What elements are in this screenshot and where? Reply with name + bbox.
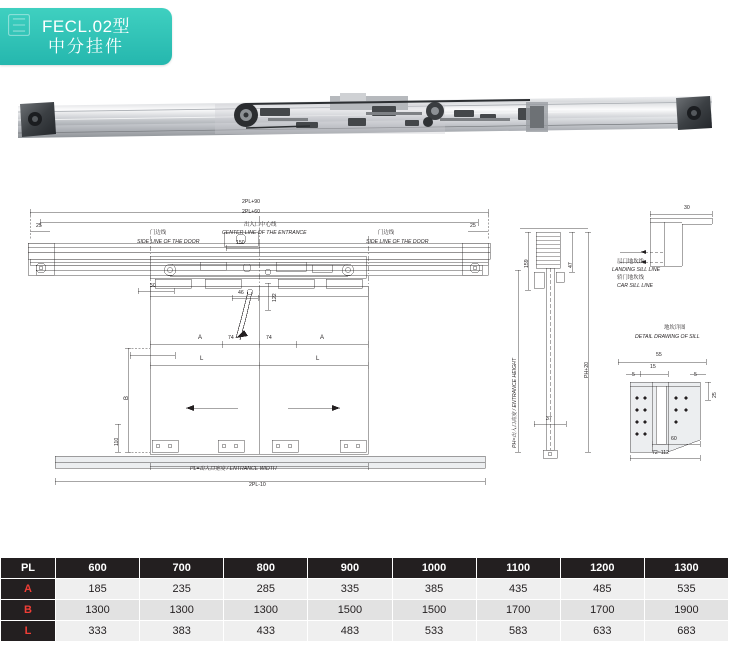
l-cell-7: 683: [644, 621, 728, 642]
a-cell-2: 285: [224, 579, 308, 600]
dim-60-label: 60: [671, 436, 677, 442]
side-line-door-right-cn-label: 门边线: [378, 230, 395, 236]
pl-cell-6: 1200: [560, 558, 644, 579]
dim-a-left-label: A: [198, 335, 203, 341]
l-cell-0: 333: [56, 621, 140, 642]
dim-l-right-label: L: [316, 356, 320, 362]
dim-110-label: 110: [114, 437, 120, 446]
dim-5-left-label: 5: [632, 372, 635, 378]
dim-25-detail-label: 25: [712, 392, 718, 398]
dim-b-label: B: [124, 395, 130, 400]
dim-15-label: 15: [650, 364, 656, 370]
b-cell-2: 1300: [224, 600, 308, 621]
a-cell-3: 335: [308, 579, 392, 600]
dim-25-right-label: 25: [470, 223, 476, 229]
a-cell-5: 435: [476, 579, 560, 600]
specification-table: [0, 557, 729, 642]
b-cell-6: 1700: [560, 600, 644, 621]
b-cell-5: 1700: [476, 600, 560, 621]
l-cell-6: 633: [560, 621, 644, 642]
dim-46-label: 46: [238, 290, 244, 296]
b-cell-1: 1300: [140, 600, 224, 621]
row-header-pl: PL: [1, 558, 56, 579]
a-cell-0: 185: [56, 579, 140, 600]
table-row-l: [1, 621, 729, 642]
dim-74-right-label: 74: [266, 335, 272, 341]
dim-50-label: 50: [150, 283, 156, 289]
b-cell-7: 1900: [644, 600, 728, 621]
side-line-door-left-en-label: SIDE LINE OF THE DOOR: [137, 239, 200, 245]
pl-cell-7: 1300: [644, 558, 728, 579]
l-cell-2: 433: [224, 621, 308, 642]
dim-55-label: 55: [656, 352, 662, 358]
table-row-b: [1, 600, 729, 621]
a-cell-1: 235: [140, 579, 224, 600]
row-header-l: L: [1, 621, 56, 642]
table-row-a: [1, 579, 729, 600]
pl-cell-2: 800: [224, 558, 308, 579]
row-header-a: A: [1, 579, 56, 600]
product-title-line2: 中分挂件: [48, 36, 124, 56]
dim-l-left-label: L: [200, 356, 204, 362]
table-row-pl: [1, 558, 729, 579]
dim-37-label: 37: [546, 416, 552, 422]
dim-72-112-label: 72~112: [652, 450, 670, 456]
dim-2pl-90-label: 2PL+90: [242, 199, 261, 205]
detail-sill-en-label: DETAIL DRAWING OF SILL: [635, 334, 700, 340]
dim-ph20-label: PH+20: [584, 361, 590, 378]
b-cell-0: 1300: [56, 600, 140, 621]
dim-122-label: 122: [272, 293, 278, 302]
dim-2pl-60-label: 2PL+60: [242, 209, 261, 215]
l-cell-1: 383: [140, 621, 224, 642]
side-line-door-left-cn-label: 门边线: [150, 230, 167, 236]
product-title-line1: FECL.02型: [41, 16, 131, 36]
center-line-entrance-en-label: CENTER LINE OF THE ENTRANCE: [222, 230, 307, 236]
l-cell-5: 583: [476, 621, 560, 642]
detail-sill-cn-label: 地坎详图: [664, 325, 686, 331]
dim-159-label: 159: [524, 259, 530, 268]
pl-cell-5: 1100: [476, 558, 560, 579]
dim-150-label: 150: [236, 240, 245, 246]
landing-sill-cn-label: 层门地坎线: [617, 259, 644, 265]
pl-cell-3: 900: [308, 558, 392, 579]
dim-a-right-label: A: [320, 335, 325, 341]
l-cell-4: 533: [392, 621, 476, 642]
entrance-width-label: PL=出入口宽度 / ENTRANCE WIDTH: [190, 466, 277, 472]
b-cell-3: 1500: [308, 600, 392, 621]
car-sill-cn-label: 轿门地坎线: [617, 275, 644, 281]
a-cell-4: 385: [392, 579, 476, 600]
dim-5-right-label: 5: [694, 372, 697, 378]
l-cell-3: 483: [308, 621, 392, 642]
side-line-door-right-en-label: SIDE LINE OF THE DOOR: [366, 239, 429, 245]
pl-cell-0: 600: [56, 558, 140, 579]
entrance-height-label: PH=出入口高度 / ENTRANCE HEIGHT: [512, 357, 518, 448]
car-sill-en-label: CAR SILL LINE: [617, 283, 653, 289]
dim-25-left-label: 25: [36, 223, 42, 229]
dim-47-label: 47: [568, 262, 574, 268]
b-cell-4: 1500: [392, 600, 476, 621]
pl-cell-4: 1000: [392, 558, 476, 579]
a-cell-6: 485: [560, 579, 644, 600]
dim-30-label: 30: [684, 205, 690, 211]
center-line-entrance-cn-label: 出入口中心线: [244, 222, 277, 228]
landing-sill-en-label: LANDING SILL LINE: [612, 267, 661, 273]
a-cell-7: 535: [644, 579, 728, 600]
dim-74-left-label: 74: [228, 335, 234, 341]
pl-cell-1: 700: [140, 558, 224, 579]
dim-2pl-10-label: 2PL-10: [249, 482, 266, 488]
row-header-b: B: [1, 600, 56, 621]
